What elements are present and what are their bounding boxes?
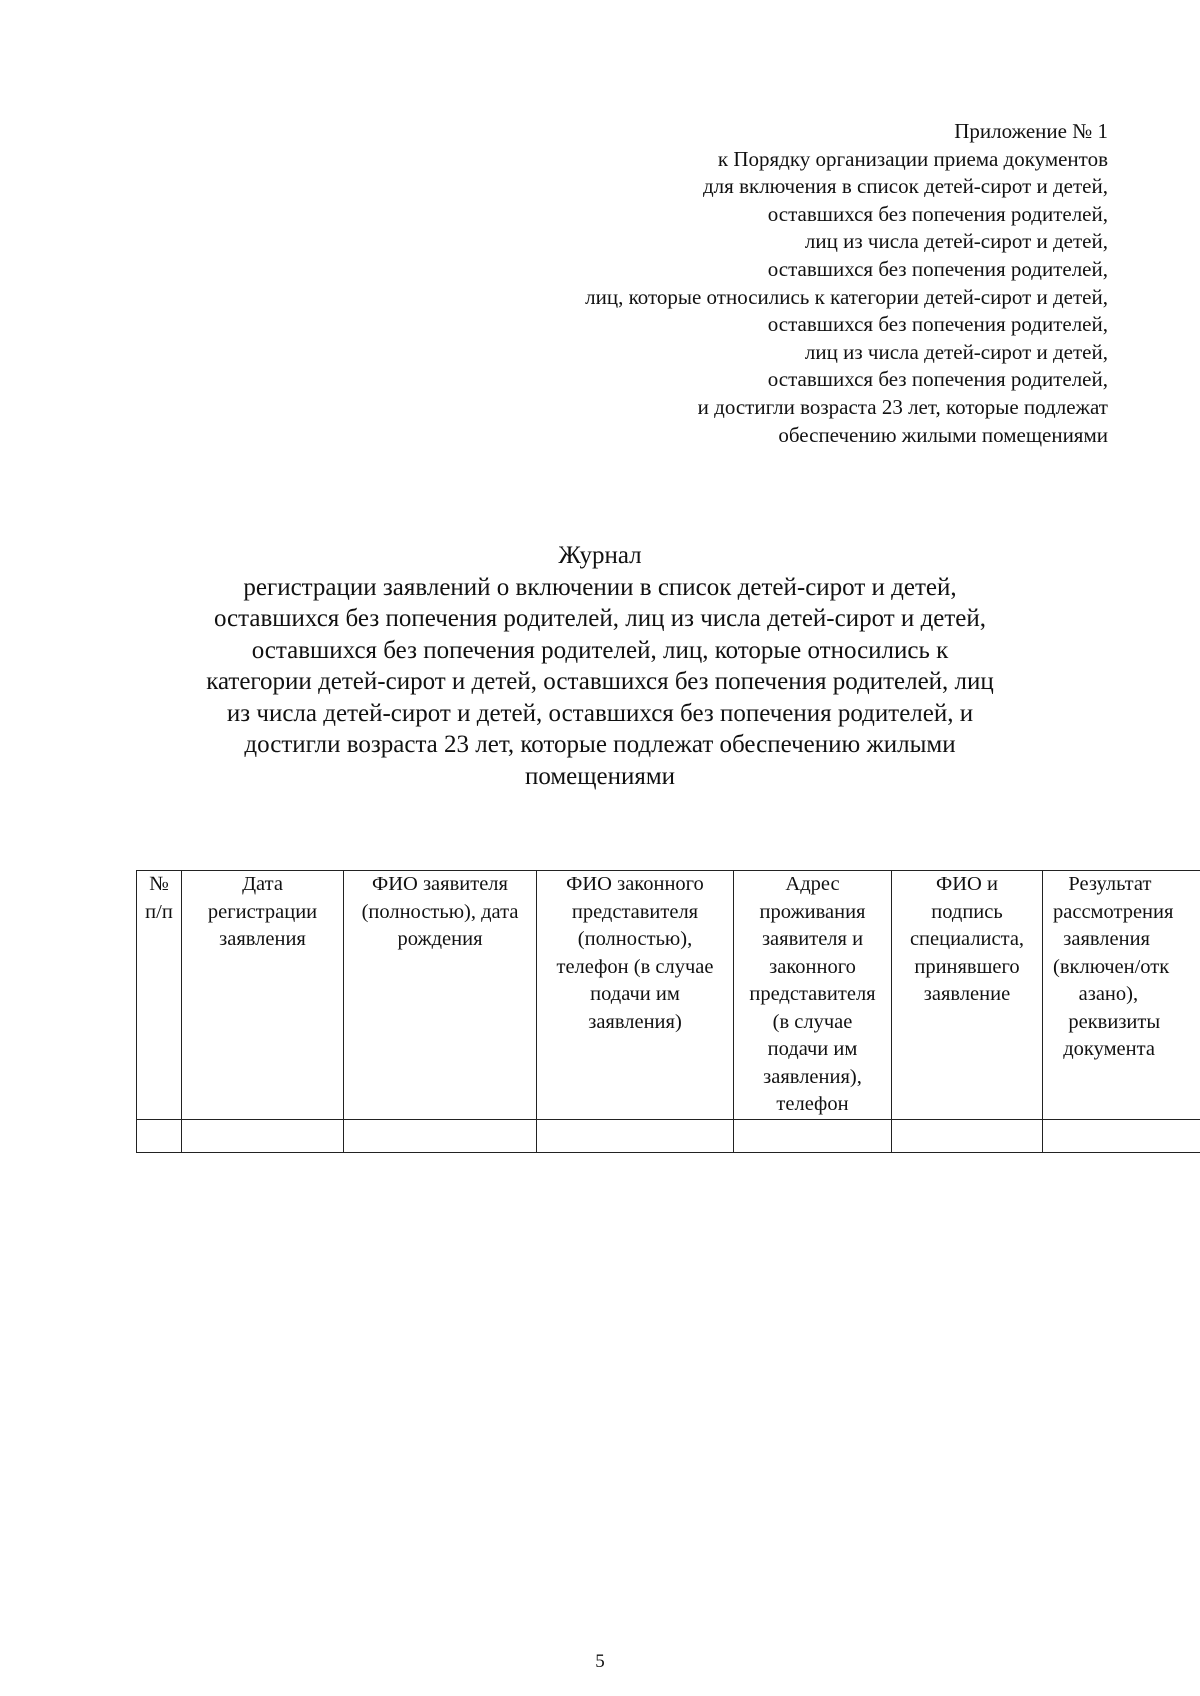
table-cell (182, 1119, 344, 1152)
column-header-applicant-name: ФИО заявителя (полностью), дата рождения (344, 871, 537, 1120)
appendix-line: обеспечению жилыми помещениями (778, 422, 1108, 447)
appendix-line: оставшихся без попечения родителей, (767, 367, 1108, 392)
table-cell (537, 1119, 734, 1152)
title-line: категории детей-сирот и детей, оставшихся без попечения родителей, лиц (206, 668, 994, 695)
document-title (150, 540, 1050, 792)
table-cell (137, 1119, 182, 1152)
journal-table (136, 870, 1200, 1153)
column-header-result: Результат рассмотрения заявления (включен/отк азано), реквизиты документа (1043, 871, 1200, 1120)
appendix-header (408, 118, 1108, 449)
column-header-legal-representative: ФИО законного представителя (полностью), телефон (в случае подачи им заявления) (537, 871, 734, 1120)
table-cell (734, 1119, 892, 1152)
appendix-line: оставшихся без попечения родителей, (767, 201, 1108, 226)
table-row (137, 1119, 1200, 1152)
title-line: из числа детей-сирот и детей, оставшихся без попечения родителей, и (226, 699, 974, 727)
table-cell (892, 1119, 1043, 1152)
table-cell (1043, 1119, 1200, 1152)
appendix-line: лиц из числа детей-сирот и детей, (804, 339, 1108, 364)
column-header-registration-date: Дата регистрации заявления (182, 871, 344, 1120)
title-line: достигли возраста 23 лет, которые подлежат обеспечению жилыми (244, 731, 956, 758)
column-header-number: № п/п (137, 871, 182, 1120)
page-number: 5 (595, 1651, 605, 1672)
appendix-line: оставшихся без попечения родителей, (767, 312, 1108, 337)
column-header-address: Адрес проживания заявителя и законного представителя (в случае подачи им заявления), телефон (734, 871, 892, 1120)
appendix-line: лиц из числа детей-сирот и детей, (804, 229, 1108, 254)
appendix-line: оставшихся без попечения родителей, (767, 256, 1108, 281)
appendix-line: и достигли возраста 23 лет, которые подлежат (697, 394, 1108, 419)
title-line: помещениями (524, 762, 676, 790)
title-line: оставшихся без попечения родителей, лиц, которые относились к (251, 636, 949, 664)
table-header-row (137, 871, 1200, 1120)
appendix-line: к Порядку организации приема документов (717, 146, 1108, 171)
appendix-line: лиц, которые относились к категории детей-сирот и детей, (585, 284, 1108, 309)
table-cell (344, 1119, 537, 1152)
column-header-specialist: ФИО и подпись специалиста, принявшего заявление (892, 871, 1043, 1120)
appendix-line: для включения в список детей-сирот и детей, (703, 174, 1108, 199)
title-heading: Журнал (558, 542, 642, 569)
title-line: оставшихся без попечения родителей, лиц из числа детей-сирот и детей, (213, 605, 987, 632)
title-line: регистрации заявлений о включении в список детей-сирот и детей, (243, 573, 957, 601)
appendix-line: Приложение № 1 (954, 119, 1108, 143)
